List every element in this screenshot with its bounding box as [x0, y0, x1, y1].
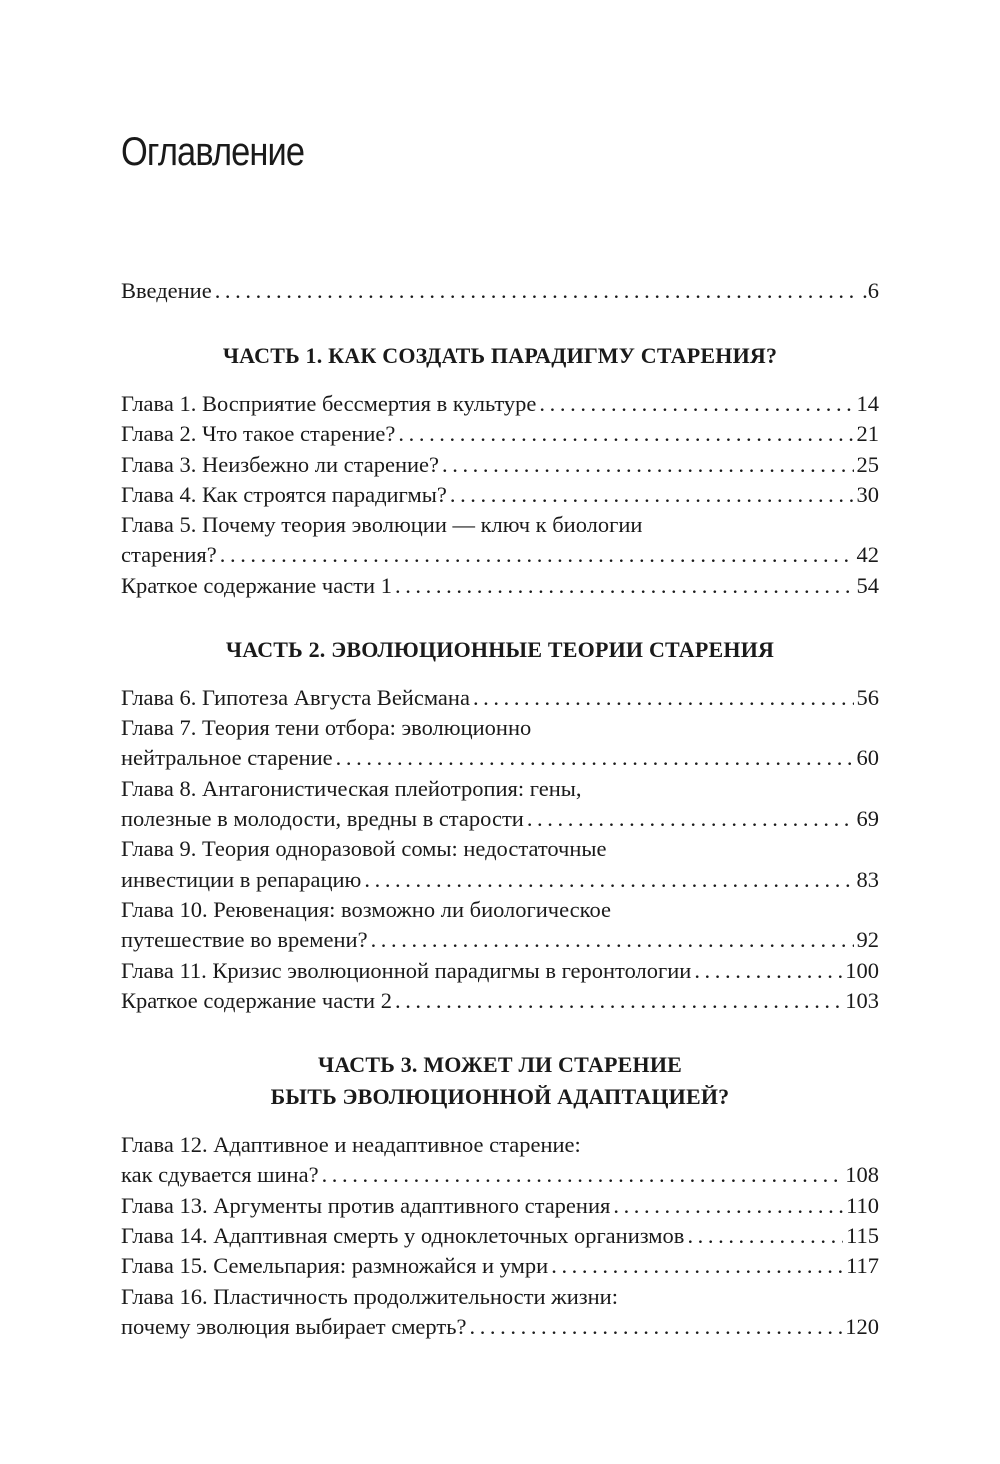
- toc-entry-intro[interactable]: [121, 276, 879, 306]
- dot-leader: [395, 986, 842, 1016]
- toc-entry-chapter-4[interactable]: [121, 480, 879, 510]
- dot-leader: [551, 1251, 843, 1281]
- toc-entry-chapter-10-line-1[interactable]: Глава 10. Реювенация: возможно ли биологическое: [121, 897, 611, 922]
- toc-entry-title: инвестиции в репарацию: [121, 867, 362, 892]
- toc-entry-title: Глава 11. Кризис эволюционной парадигмы в геронтологии: [121, 958, 692, 983]
- toc-page-number: 42: [856, 542, 879, 567]
- dot-leader: [398, 419, 853, 449]
- toc-entry-chapter-5-line-1[interactable]: Глава 5. Почему теория эволюции — ключ к биологии: [121, 512, 643, 537]
- toc-entry-chapter-16-line-1[interactable]: Глава 16. Пластичность продолжительности жизни:: [121, 1284, 618, 1309]
- dot-leader: [322, 1160, 843, 1190]
- dot-leader: [613, 1191, 843, 1221]
- toc-entry-chapter-12[interactable]: [121, 1160, 879, 1190]
- part-heading: ЧАСТЬ 1. КАК СОЗДАТЬ ПАРАДИГМУ СТАРЕНИЯ?: [222, 343, 778, 368]
- toc-entry-chapter-7[interactable]: [121, 743, 879, 773]
- toc-entry-chapter-8-line-1[interactable]: Глава 8. Антагонистическая плейотропия: гены,: [121, 776, 582, 801]
- toc-entry-chapter-8[interactable]: [121, 804, 879, 834]
- toc-entry-title: Краткое содержание части 1: [121, 573, 392, 598]
- dot-leader: [450, 480, 854, 510]
- toc-entry-chapter-9[interactable]: [121, 865, 879, 895]
- dot-leader: [469, 1312, 842, 1342]
- toc-entry-chapter-11[interactable]: [121, 956, 879, 986]
- dot-leader: [527, 804, 854, 834]
- dot-leader: [215, 276, 859, 306]
- toc-page-number: 83: [856, 867, 879, 892]
- toc-entry-title: Глава 1. Восприятие бессмертия в культуре: [121, 391, 537, 416]
- toc-entry-chapter-7-line-1[interactable]: Глава 7. Теория тени отбора: эволюционно: [121, 715, 532, 740]
- part-heading-line-2: БЫТЬ ЭВОЛЮЦИОННОЙ АДАПТАЦИЕЙ?: [270, 1084, 730, 1109]
- toc-page-number: 100: [845, 958, 879, 983]
- toc-page-number: 103: [845, 988, 879, 1013]
- toc-entry-chapter-1[interactable]: [121, 389, 879, 419]
- toc-entry-title: Глава 3. Неизбежно ли старение?: [121, 452, 439, 477]
- toc-entry-title: почему эволюция выбирает смерть?: [121, 1314, 467, 1339]
- toc-entry-chapter-9-line-1[interactable]: Глава 9. Теория одноразовой сомы: недостаточные: [121, 836, 607, 861]
- toc-page-number: 30: [856, 482, 879, 507]
- dot-leader: [473, 683, 854, 713]
- dot-leader: [442, 450, 854, 480]
- dot-leader: [694, 956, 842, 986]
- dot-leader: [364, 865, 853, 895]
- toc-page-number: 115: [846, 1223, 879, 1248]
- toc-entry-chapter-3[interactable]: [121, 450, 879, 480]
- toc-entry-chapter-14[interactable]: [121, 1221, 879, 1251]
- toc-entry-chapter-6[interactable]: [121, 683, 879, 713]
- toc-page-number: 54: [856, 573, 879, 598]
- dot-leader: [336, 743, 854, 773]
- toc-page-number: 108: [845, 1162, 879, 1187]
- toc-entry-title: Глава 15. Семельпария: размножайся и умри: [121, 1253, 549, 1278]
- toc-entry-title: Глава 6. Гипотеза Августа Вейсмана: [121, 685, 470, 710]
- toc-entry-title: Глава 13. Аргументы против адаптивного старения: [121, 1193, 611, 1218]
- toc-page-number: 117: [846, 1253, 879, 1278]
- toc-entry-title: Глава 2. Что такое старение?: [121, 421, 396, 446]
- toc-page-number: .6: [862, 278, 879, 303]
- toc-entry-summary-2[interactable]: [121, 986, 879, 1016]
- toc-entry-title: нейтральное старение: [121, 745, 333, 770]
- dot-leader: [220, 540, 854, 570]
- toc-entry-summary-1[interactable]: [121, 571, 879, 601]
- toc-entry-title: как сдувается шина?: [121, 1162, 319, 1187]
- part-heading: ЧАСТЬ 2. ЭВОЛЮЦИОННЫЕ ТЕОРИИ СТАРЕНИЯ: [225, 637, 775, 662]
- toc-entry-chapter-13[interactable]: [121, 1191, 879, 1221]
- toc-entry-title: Введение: [121, 278, 212, 303]
- toc-entry-title: Краткое содержание части 2: [121, 988, 392, 1013]
- toc-entry-chapter-12-line-1[interactable]: Глава 12. Адаптивное и неадаптивное старение:: [121, 1132, 581, 1157]
- toc-entry-chapter-10[interactable]: [121, 925, 879, 955]
- toc-page-number: 69: [856, 806, 879, 831]
- toc-entry-title: Глава 14. Адаптивная смерть у одноклеточных организмов: [121, 1223, 685, 1248]
- toc-page-number: 110: [846, 1193, 879, 1218]
- toc-page-number: 21: [856, 421, 879, 446]
- page-title: Оглавление: [121, 130, 305, 174]
- dot-leader: [687, 1221, 843, 1251]
- toc-page-number: 25: [856, 452, 879, 477]
- toc-entry-chapter-5[interactable]: [121, 540, 879, 570]
- toc-entry-chapter-15[interactable]: [121, 1251, 879, 1281]
- toc-entry-title: путешествие во времени?: [121, 927, 368, 952]
- toc-page-number: 92: [856, 927, 879, 952]
- toc-entry-title: старения?: [121, 542, 217, 567]
- dot-leader: [539, 389, 853, 419]
- toc-page-number: 60: [856, 745, 879, 770]
- toc-entry-chapter-16[interactable]: [121, 1312, 879, 1342]
- toc-page-number: 14: [856, 391, 879, 416]
- toc-entry-chapter-2[interactable]: [121, 419, 879, 449]
- part-heading: ЧАСТЬ 3. МОЖЕТ ЛИ СТАРЕНИЕ: [317, 1052, 683, 1077]
- toc-page-number: 56: [856, 685, 879, 710]
- dot-leader: [395, 571, 854, 601]
- toc-entry-title: полезные в молодости, вредны в старости: [121, 806, 524, 831]
- dot-leader: [371, 925, 854, 955]
- toc-entry-title: Глава 4. Как строятся парадигмы?: [121, 482, 447, 507]
- toc-page-number: 120: [845, 1314, 879, 1339]
